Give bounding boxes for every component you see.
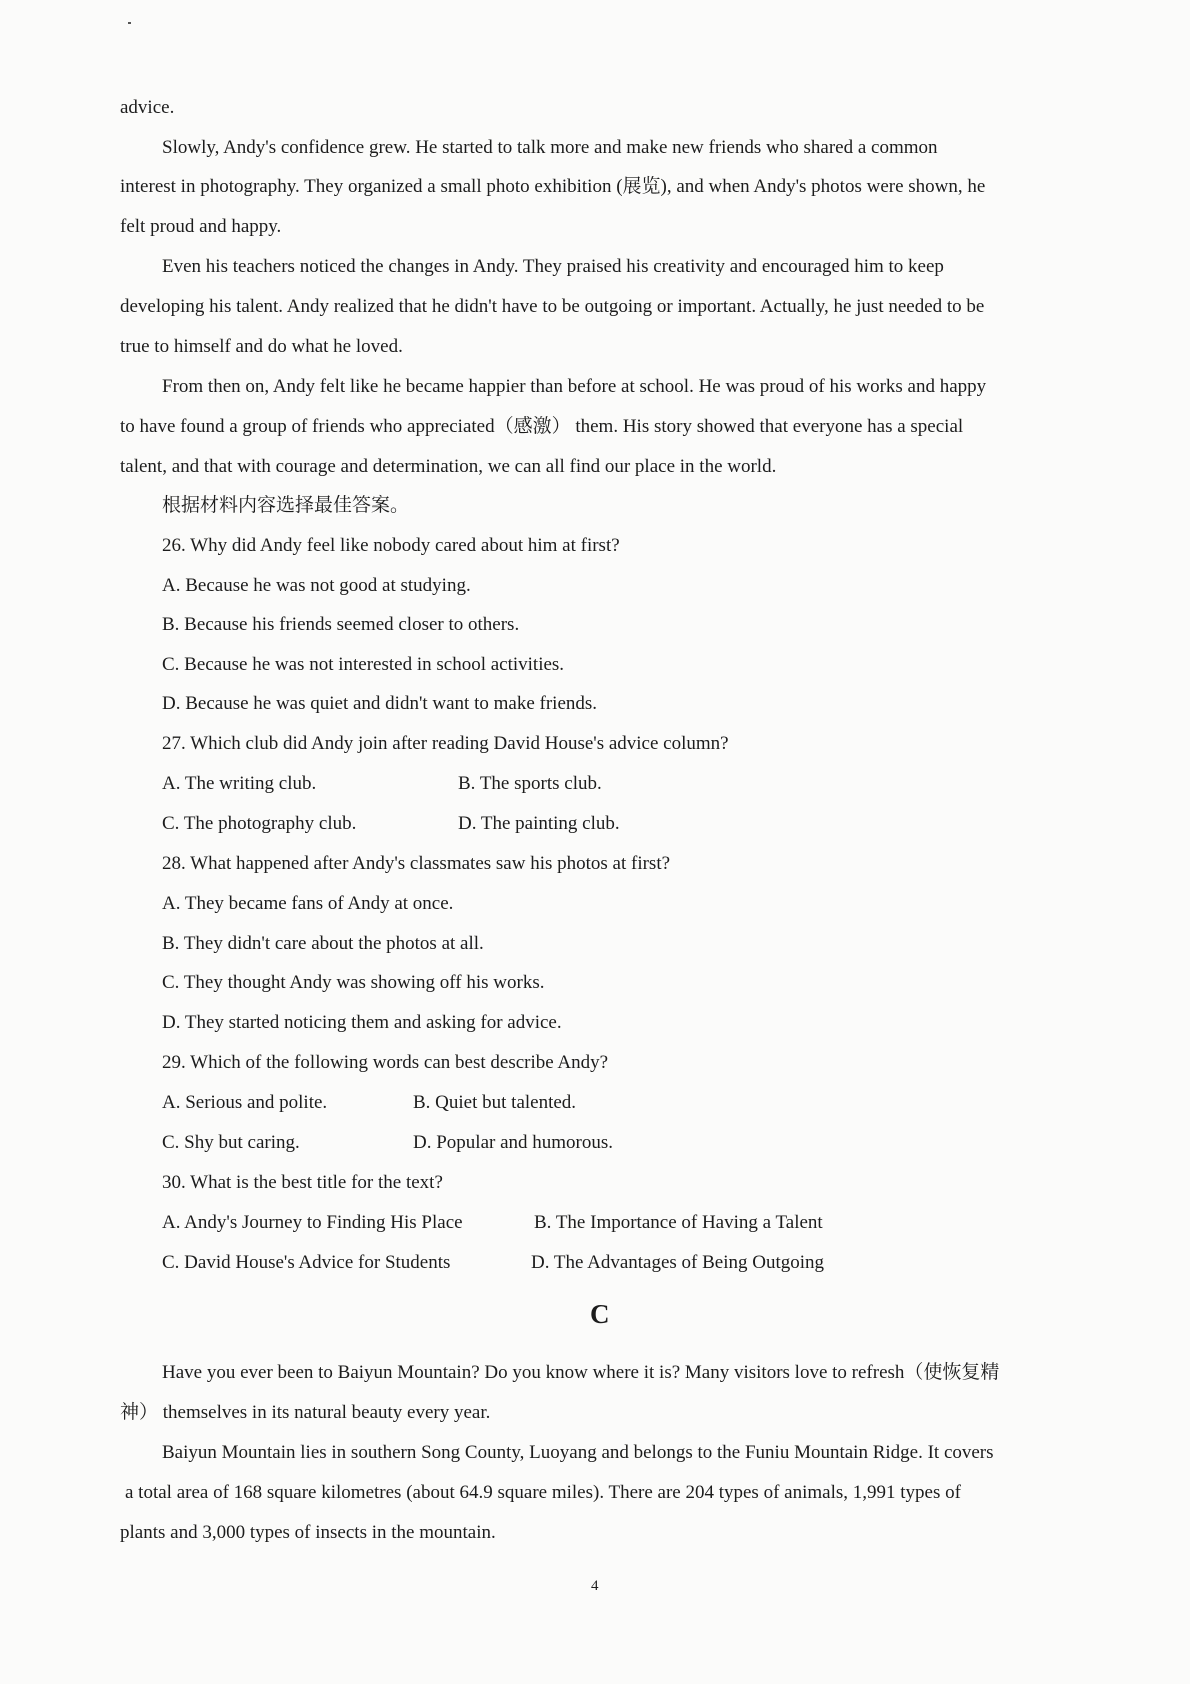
passage-line: true to himself and do what he loved. (120, 336, 403, 357)
passage-line: a total area of 168 square kilometres (about 64.9 square miles). There are 204 types of animals, 1,991 types of (125, 1482, 961, 1503)
question-stem: 29. Which of the following words can best describe Andy? (162, 1052, 609, 1073)
option-a: A. The writing club. (162, 773, 317, 794)
question-stem: 27. Which club did Andy join after reading David House's advice column? (162, 733, 729, 754)
option-b: B. The sports club. (458, 773, 602, 794)
scan-speck (128, 22, 131, 24)
option-c: C. They thought Andy was showing off his works. (162, 972, 545, 993)
question-stem: 28. What happened after Andy's classmates saw his photos at first? (162, 853, 671, 874)
option-c: C. Shy but caring. (162, 1132, 300, 1153)
passage-line: developing his talent. Andy realized that he didn't have to be outgoing or important. Actually, he just needed to be (120, 296, 985, 317)
passage-line: felt proud and happy. (120, 216, 282, 237)
option-d: D. The painting club. (458, 813, 620, 834)
passage-line: Have you ever been to Baiyun Mountain? Do you know where it is? Many visitors love to refresh（使恢复精 (162, 1362, 1000, 1383)
option-c: C. Because he was not interested in school activities. (162, 654, 565, 675)
option-b: B. Because his friends seemed closer to others. (162, 614, 520, 635)
option-a: A. Serious and polite. (162, 1092, 328, 1113)
passage-line: Baiyun Mountain lies in southern Song County, Luoyang and belongs to the Funiu Mountain Ridge. It covers (162, 1442, 994, 1463)
passage-line: interest in photography. They organized a small photo exhibition (展览), and when Andy's photos were shown, he (120, 176, 986, 197)
question-stem: 30. What is the best title for the text? (162, 1172, 443, 1193)
option-d: D. Popular and humorous. (413, 1132, 614, 1153)
passage-line: advice. (120, 97, 175, 118)
option-b: B. Quiet but talented. (413, 1092, 577, 1113)
option-b: B. The Importance of Having a Talent (534, 1212, 823, 1233)
option-b: B. They didn't care about the photos at all. (162, 933, 484, 954)
passage-line: Slowly, Andy's confidence grew. He started to talk more and make new friends who shared a common (162, 137, 938, 158)
section-heading: C (590, 1299, 610, 1329)
passage-line: From then on, Andy felt like he became happier than before at school. He was proud of his works and happy (162, 376, 987, 397)
option-d: D. Because he was quiet and didn't want to make friends. (162, 693, 598, 714)
passage-line: plants and 3,000 types of insects in the mountain. (120, 1522, 496, 1543)
option-a: A. They became fans of Andy at once. (162, 893, 454, 914)
instruction: 根据材料内容选择最佳答案。 (162, 495, 410, 516)
passage-line: talent, and that with courage and determination, we can all find our place in the world. (120, 456, 777, 477)
option-c: C. David House's Advice for Students (162, 1252, 451, 1273)
passage-line: to have found a group of friends who appreciated（感激） them. His story showed that everyone has a special (120, 416, 964, 437)
page-number: 4 (591, 1578, 599, 1594)
passage-line: 神） themselves in its natural beauty every year. (120, 1402, 491, 1423)
question-stem: 26. Why did Andy feel like nobody cared about him at first? (162, 535, 620, 556)
option-c: C. The photography club. (162, 813, 357, 834)
passage-line: Even his teachers noticed the changes in Andy. They praised his creativity and encouraged him to keep (162, 256, 944, 277)
option-a: A. Because he was not good at studying. (162, 575, 471, 596)
option-d: D. The Advantages of Being Outgoing (531, 1252, 825, 1273)
option-d: D. They started noticing them and asking for advice. (162, 1012, 562, 1033)
option-a: A. Andy's Journey to Finding His Place (162, 1212, 463, 1233)
